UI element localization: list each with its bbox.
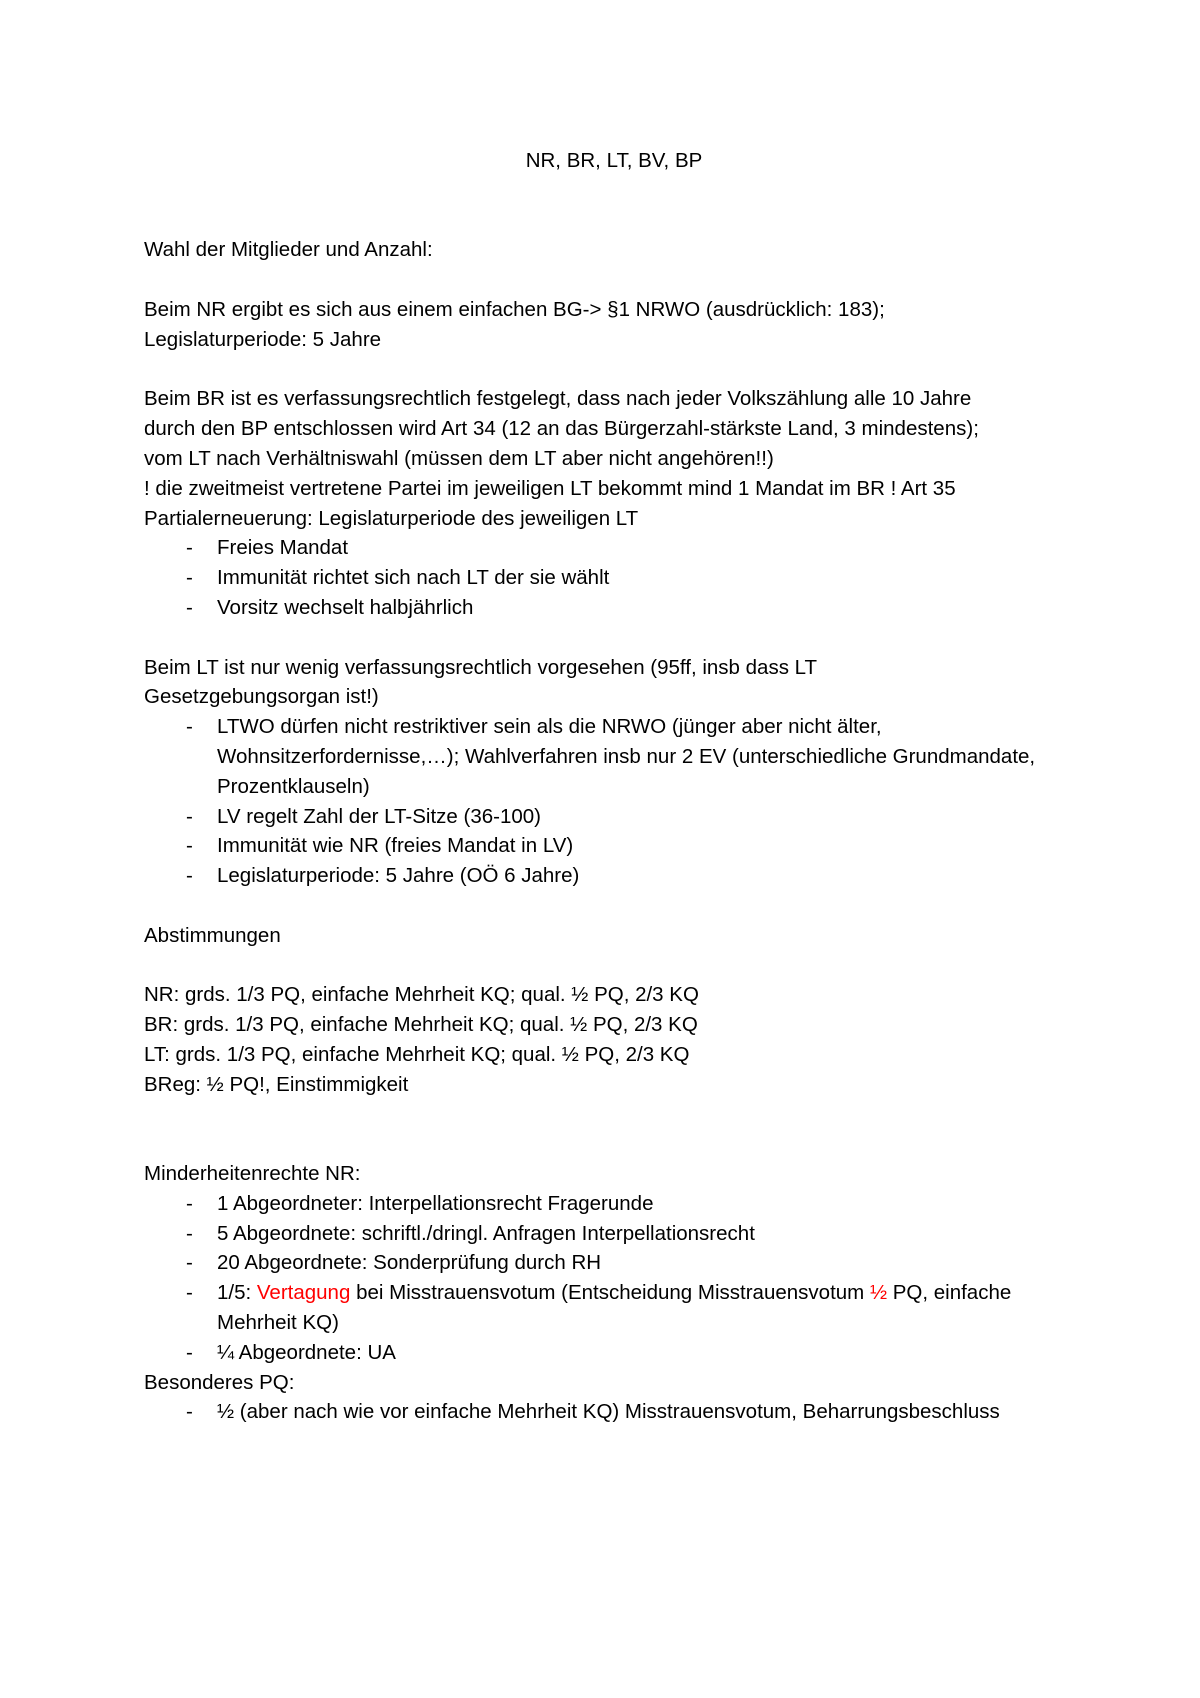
dash-bullet: -: [186, 566, 193, 590]
br-paragraph-line: vom LT nach Verhältniswahl (müssen dem LT aber nicht angehören!!): [144, 446, 774, 470]
page-title: NR, BR, LT, BV, BP: [525, 149, 703, 172]
item-middle: bei Misstrauensvotum (Entscheidung Misstrauensvotum: [350, 1281, 870, 1305]
list-item: [144, 563, 1084, 593]
lt-list: [144, 712, 1084, 891]
list-item-text: Vorsitz wechselt halbjährlich: [217, 595, 474, 619]
list-item-text: 1 Abgeordneter: Interpellationsrecht Fragerunde: [217, 1191, 654, 1215]
list-item: [144, 1189, 1084, 1219]
list-item-text: [217, 1281, 1011, 1334]
besonderes-pq-heading: Besonderes PQ:: [144, 1370, 295, 1394]
list-item-text: Freies Mandat: [217, 536, 349, 560]
minderheiten-list: [144, 1189, 1084, 1368]
dash-bullet: -: [186, 1251, 193, 1275]
nr-paragraph-line: Beim NR ergibt es sich aus einem einfachen BG-> §1 NRWO (ausdrücklich: 183);: [144, 297, 885, 321]
dash-bullet: -: [186, 1281, 193, 1305]
highlight-half: ½: [869, 1281, 888, 1305]
item-suffix: PQ, einfache Mehrheit KQ): [217, 1281, 1012, 1335]
dash-bullet: -: [186, 1400, 193, 1424]
list-item: [144, 593, 1084, 623]
abstimmung-line: LT: grds. 1/3 PQ, einfache Mehrheit KQ; qual. ½ PQ, 2/3 KQ: [144, 1042, 690, 1066]
list-item: [144, 712, 1084, 801]
highlight-vertagung: Vertagung: [256, 1281, 351, 1305]
nr-paragraph-line: Legislaturperiode: 5 Jahre: [144, 327, 382, 351]
item-prefix: 1/5:: [217, 1281, 257, 1305]
list-item: [144, 1338, 1084, 1368]
section-heading-abstimmungen: Abstimmungen: [144, 923, 281, 947]
list-item: [144, 533, 1084, 563]
dash-bullet: -: [186, 804, 193, 828]
abstimmung-line: NR: grds. 1/3 PQ, einfache Mehrheit KQ; qual. ½ PQ, 2/3 KQ: [144, 983, 699, 1007]
list-item: [144, 802, 1084, 832]
list-item-text: ½ (aber nach wie vor einfache Mehrheit KQ) Misstrauensvotum, Beharrungsbeschluss: [217, 1400, 1000, 1424]
dash-bullet: -: [186, 1221, 193, 1245]
dash-bullet: -: [186, 1340, 193, 1364]
dash-bullet: -: [186, 595, 193, 619]
list-item-text: 20 Abgeordnete: Sonderprüfung durch RH: [217, 1251, 602, 1275]
list-item: [144, 1219, 1084, 1249]
dash-bullet: -: [186, 864, 193, 888]
document-content: [144, 146, 1084, 1427]
list-item: [144, 1397, 1084, 1427]
list-item-text: Legislaturperiode: 5 Jahre (OÖ 6 Jahre): [217, 864, 580, 888]
abstimmung-line: BR: grds. 1/3 PQ, einfache Mehrheit KQ; qual. ½ PQ, 2/3 KQ: [144, 1013, 698, 1037]
besonderes-list: [144, 1397, 1084, 1427]
lt-paragraph-line: Gesetzgebungsorgan ist!): [144, 685, 379, 709]
list-item: [144, 1248, 1084, 1278]
abstimmung-line: BReg: ½ PQ!, Einstimmigkeit: [144, 1072, 409, 1096]
dash-bullet: -: [186, 536, 193, 560]
list-item-text: Immunität richtet sich nach LT der sie wählt: [217, 566, 610, 590]
section-heading-wahl: Wahl der Mitglieder und Anzahl:: [144, 238, 433, 262]
dash-bullet: -: [186, 834, 193, 858]
br-paragraph-line: Beim BR ist es verfassungsrechtlich festgelegt, dass nach jeder Volkszählung alle 10 Jahre: [144, 387, 972, 411]
list-item-text: LTWO dürfen nicht restriktiver sein als die NRWO (jünger aber nicht älter, Wohnsitzerfordernisse,…); Wahlverfahren insb nur 2 EV (unterschiedliche Grundmandate, Prozentklauseln): [217, 715, 1036, 798]
list-item-text: LV regelt Zahl der LT-Sitze (36-100): [217, 804, 541, 828]
list-item: [144, 1278, 1084, 1338]
lt-paragraph-line: Beim LT ist nur wenig verfassungsrechtlich vorgesehen (95ff, insb dass LT: [144, 655, 818, 679]
br-list: [144, 533, 1084, 622]
dash-bullet: -: [186, 1191, 193, 1215]
list-item: [144, 861, 1084, 891]
list-item-text: 5 Abgeordnete: schriftl./dringl. Anfragen Interpellationsrecht: [217, 1221, 755, 1245]
list-item-text: ¼ Abgeordnete: UA: [217, 1340, 396, 1364]
list-item: [144, 831, 1084, 861]
list-item-text: Immunität wie NR (freies Mandat in LV): [217, 834, 574, 858]
br-paragraph-line: durch den BP entschlossen wird Art 34 (12 an das Bürgerzahl-stärkste Land, 3 mindestens);: [144, 417, 979, 441]
br-paragraph-line: Partialerneuerung: Legislaturperiode des jeweiligen LT: [144, 506, 639, 530]
br-paragraph-line: ! die zweitmeist vertretene Partei im jeweiligen LT bekommt mind 1 Mandat im BR ! Art 35: [144, 476, 956, 500]
section-heading-minderheiten: Minderheitenrechte NR:: [144, 1162, 361, 1186]
dash-bullet: -: [186, 715, 193, 739]
